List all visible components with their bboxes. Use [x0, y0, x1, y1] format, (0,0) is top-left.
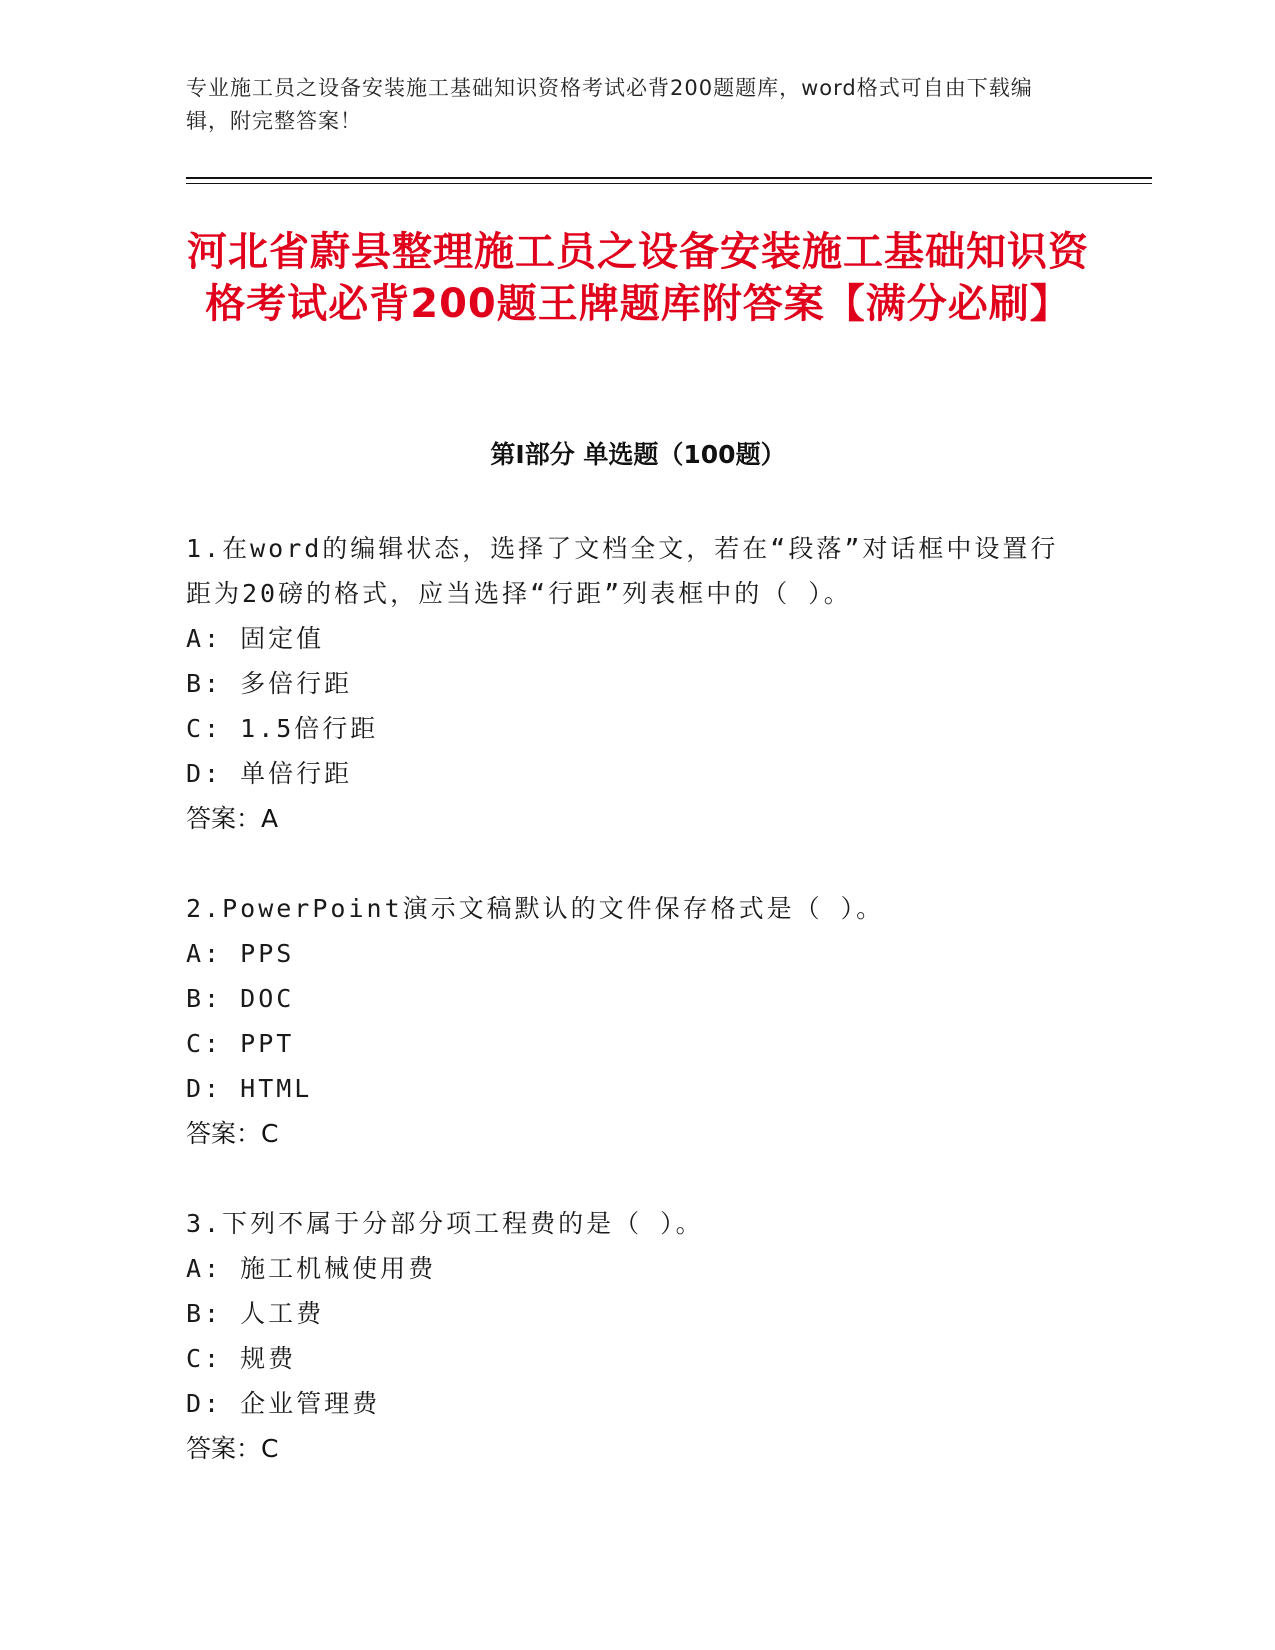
- option-b: B: 多倍行距: [186, 669, 353, 698]
- option-a: A: PPS: [186, 939, 295, 968]
- answer-value: A: [261, 804, 279, 833]
- option-a: A: 施工机械使用费: [186, 1254, 437, 1283]
- header-rule-thick: [186, 177, 1152, 179]
- answer-prefix: 答案：: [186, 1434, 262, 1463]
- option-d: D: 单倍行距: [186, 759, 353, 788]
- question-3: [186, 1201, 1086, 1471]
- option-c: C: 1.5倍行距: [186, 714, 379, 743]
- section-heading: 第Ⅰ部分 单选题（100题）: [490, 440, 786, 469]
- document-title: 河北省蔚县整理施工员之设备安装施工基础知识资格考试必背200题王牌题库附答案【满分必刷】: [187, 229, 1089, 327]
- option-c: C: 规费: [186, 1344, 297, 1373]
- option-a: A: 固定值: [186, 624, 325, 653]
- question-stem: 1.在word的编辑状态，选择了文档全文，若在“段落”对话框中设置行距为20磅的格式，应当选择“行距”列表框中的（ ）。: [186, 534, 1059, 608]
- question-list: [186, 526, 1086, 1516]
- question-stem: 3.下列不属于分部分项工程费的是（ ）。: [186, 1209, 704, 1238]
- option-c: C: PPT: [186, 1029, 295, 1058]
- header-rule-thin: [186, 183, 1152, 184]
- option-d: D: HTML: [186, 1074, 313, 1103]
- answer-prefix: 答案：: [186, 804, 262, 833]
- question-1: [186, 526, 1086, 841]
- answer-line: [186, 796, 1086, 841]
- answer-prefix: 答案：: [186, 1119, 262, 1148]
- answer-value: C: [261, 1434, 279, 1463]
- question-stem: 2.PowerPoint演示文稿默认的文件保存格式是（ ）。: [186, 894, 885, 923]
- question-2: [186, 886, 1086, 1156]
- option-b: B: DOC: [186, 984, 295, 1013]
- answer-value: C: [261, 1119, 279, 1148]
- option-b: B: 人工费: [186, 1299, 325, 1328]
- header-note: 专业施工员之设备安装施工基础知识资格考试必背200题题库，word格式可自由下载编辑，附完整答案！: [186, 76, 1033, 133]
- answer-line: [186, 1426, 1086, 1471]
- answer-line: [186, 1111, 1086, 1156]
- option-d: D: 企业管理费: [186, 1389, 381, 1418]
